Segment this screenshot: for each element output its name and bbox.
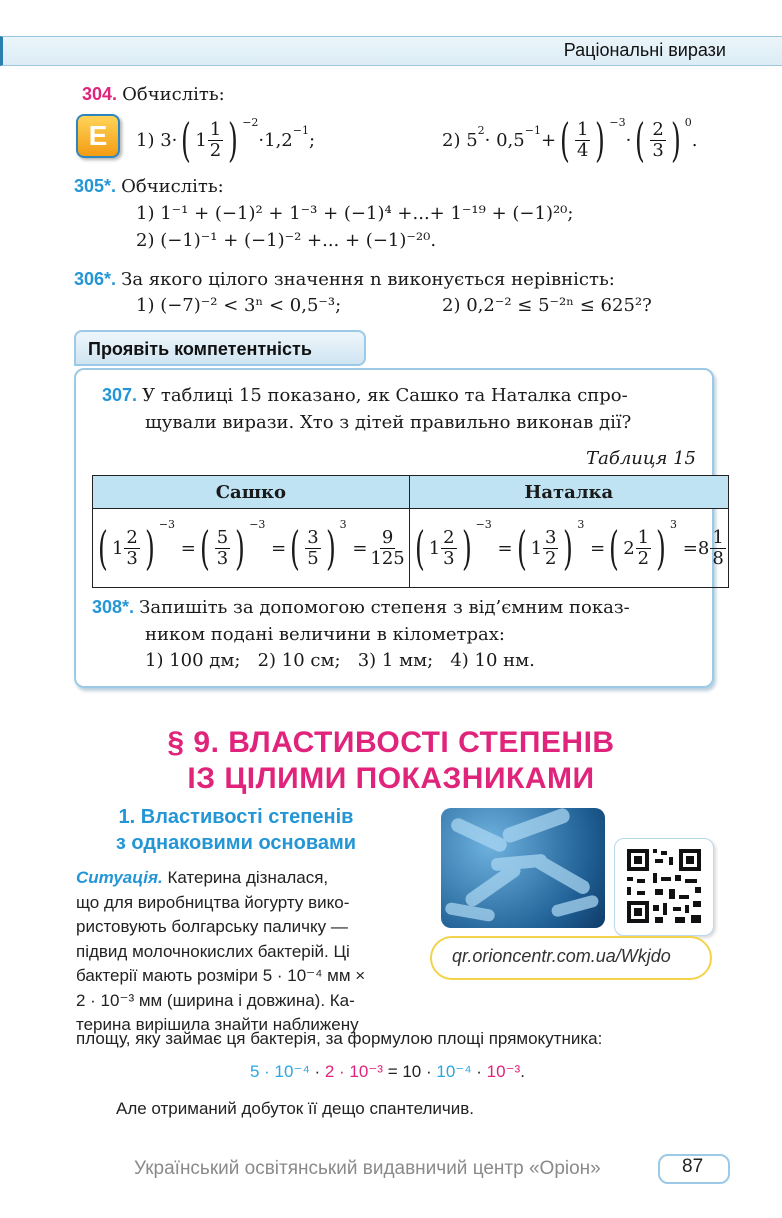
sashko-solution: ( 1 $\frac{2}{3}$ ) $^{-3}$ = ( $\frac{5}{3}$ ) $^{-3}$ = ( $\frac{3}{5}$ ) $^3$ = $\frac{9}{125}$ [93,509,410,588]
expr-text: · [625,129,632,151]
right-paren: ) [228,113,239,167]
exponent: −1 [292,124,309,137]
paragraph-line: ристовують болгарську паличку — [76,917,348,936]
subsection-title-line-1: 1. Властивості степенів [118,806,354,828]
problem-number: 307. [102,385,138,405]
area-formula [250,1060,525,1085]
subsection-title-line-2: з однаковими основами [115,832,357,854]
column-header-sashko: Сашко [93,476,410,509]
problem-306-item-2: 2) 0,2⁻² ≤ 5⁻²ⁿ ≤ 625²? [442,295,652,316]
competence-tab-title: Проявіть компетентність [74,330,366,366]
problem-308-items: 1) 100 дм; 2) 10 см; 3) 1 мм; 4) 10 нм. [145,650,535,671]
e-badge-icon: E [76,114,120,158]
problem-306-item-1: 1) (−7)⁻² < 3ⁿ < 0,5⁻³; [136,295,342,316]
closing-sentence: Але отриманий добуток її дещо спантеличив. [116,1099,475,1118]
situation-paragraph [76,866,410,1038]
publisher-footer: Український освітянський видавничий центр «Оріон» [134,1158,601,1179]
expr-text: · 0,5 [484,129,525,151]
problem-number: 306*. [74,269,117,289]
problem-306-header [74,269,615,290]
problem-307-line-1 [102,385,628,406]
left-paren: ( [560,113,570,167]
paragraph-line: площу, яку займає ця бактерія, за формулою площі прямокутника: [76,1029,603,1048]
problem-304-item-1 [136,112,315,168]
formula-operator: · [309,1062,325,1081]
comparison-table [92,475,729,588]
problem-text: У таблиці 15 показано, як Сашко та Наталка спро- [142,385,628,406]
problem-prompt: Обчисліть: [122,84,225,105]
paragraph-line: що для виробництва йогурту вико- [76,892,350,912]
formula-term: 10⁻⁴ [436,1062,472,1081]
problem-prompt: Обчисліть: [121,176,224,197]
qr-link[interactable]: qr.orioncentr.com.ua/Wkjdo [452,946,671,966]
problem-number: 304. [82,84,118,104]
paragraph-text: Катерина дізналася, [167,868,329,887]
formula-term: 5 · 10⁻⁴ [250,1062,310,1081]
problem-308-line-2: ником подані величини в кілометрах: [145,624,505,645]
situation-label: Ситуація. [76,868,163,887]
formula-term: 2 · 10⁻³ [324,1062,383,1081]
running-header-title: Раціональні вирази [563,40,726,60]
column-header-natalka: Наталка [409,476,728,509]
section-title-line-2: ІЗ ЦІЛИМИ ПОКАЗНИКАМИ [187,762,595,795]
expr-text: . [691,129,698,151]
paragraph-line: бактерії мають розміри 5 · 10⁻⁴ мм × [76,966,366,985]
exponent: −3 [609,116,626,129]
table-header-row [93,476,729,509]
expr-text: ; [308,129,316,151]
problem-304-header [82,84,225,105]
problem-prompt: За якого цілого значення n виконується нерівність: [121,269,615,290]
problem-305-header [74,176,224,197]
problem-304-item-2 [442,112,697,168]
right-paren: ) [595,113,606,167]
right-paren: ) [670,113,681,167]
problem-307-line-2: щували вирази. Хто з дітей правильно виконав дії? [145,412,632,433]
bacteria-image [441,808,605,928]
expr-text: 2) 5 [442,129,478,151]
qr-code-icon [615,839,713,935]
formula-operator: · [471,1062,487,1081]
exponent: −2 [242,116,259,129]
expr-text: ·1,2 [258,129,293,151]
qr-code-card[interactable] [614,838,714,936]
left-paren: ( [635,113,646,167]
formula-term: 10⁻³ [486,1062,521,1081]
formula-operator: . [520,1062,525,1081]
mixed-whole: 1 [195,129,207,151]
bacteria-illustration [441,808,605,928]
expr-text: + [540,129,557,151]
paragraph-line [76,866,410,891]
problem-number: 308*. [92,597,135,617]
problem-305-line-2: 2) (−1)⁻¹ + (−1)⁻² +... + (−1)⁻²⁰. [136,230,437,251]
problem-text: Запишіть за допомогою степеня з від’ємним показ- [139,597,630,618]
table-caption: Таблиця 15 [586,448,696,469]
exponent: 2 [477,124,485,137]
left-paren: ( [181,113,192,167]
paragraph-line: 2 · 10⁻³ мм (ширина і довжина). Ка- [76,990,355,1010]
problem-308-line-1 [92,597,630,618]
expr-text: 1) 3· [136,129,178,151]
fraction: $\frac{1}{4}$ [577,118,589,161]
problem-number: 305*. [74,176,117,196]
table-row [93,509,729,588]
fraction: $\frac{1}{2}$ [209,118,222,161]
paragraph-line: терина вирішила знайти наближену [76,1015,359,1034]
paragraph-line: підвид молочнокислих бактерій. Ці [76,941,350,961]
section-title-line-1: § 9. ВЛАСТИВОСТІ СТЕПЕНІВ [167,726,615,759]
page-number: 87 [682,1156,704,1177]
fraction: $\frac{2}{3}$ [652,118,664,161]
natalka-solution: ( 1 $\frac{2}{3}$ ) $^{-3}$ = ( 1 $\frac{3}{2}$ ) $^3$ = ( 2 $\frac{1}{2}$ ) $^3$ = 8 $\frac{1}{8}$ [409,509,728,588]
formula-operator: = 10 · [382,1062,437,1081]
exponent: −1 [524,124,541,137]
problem-305-line-1: 1) 1⁻¹ + (−1)² + 1⁻³ + (−1)⁴ +...+ 1⁻¹⁹ + (−1)²⁰; [136,203,574,224]
exponent: 0 [684,116,692,129]
